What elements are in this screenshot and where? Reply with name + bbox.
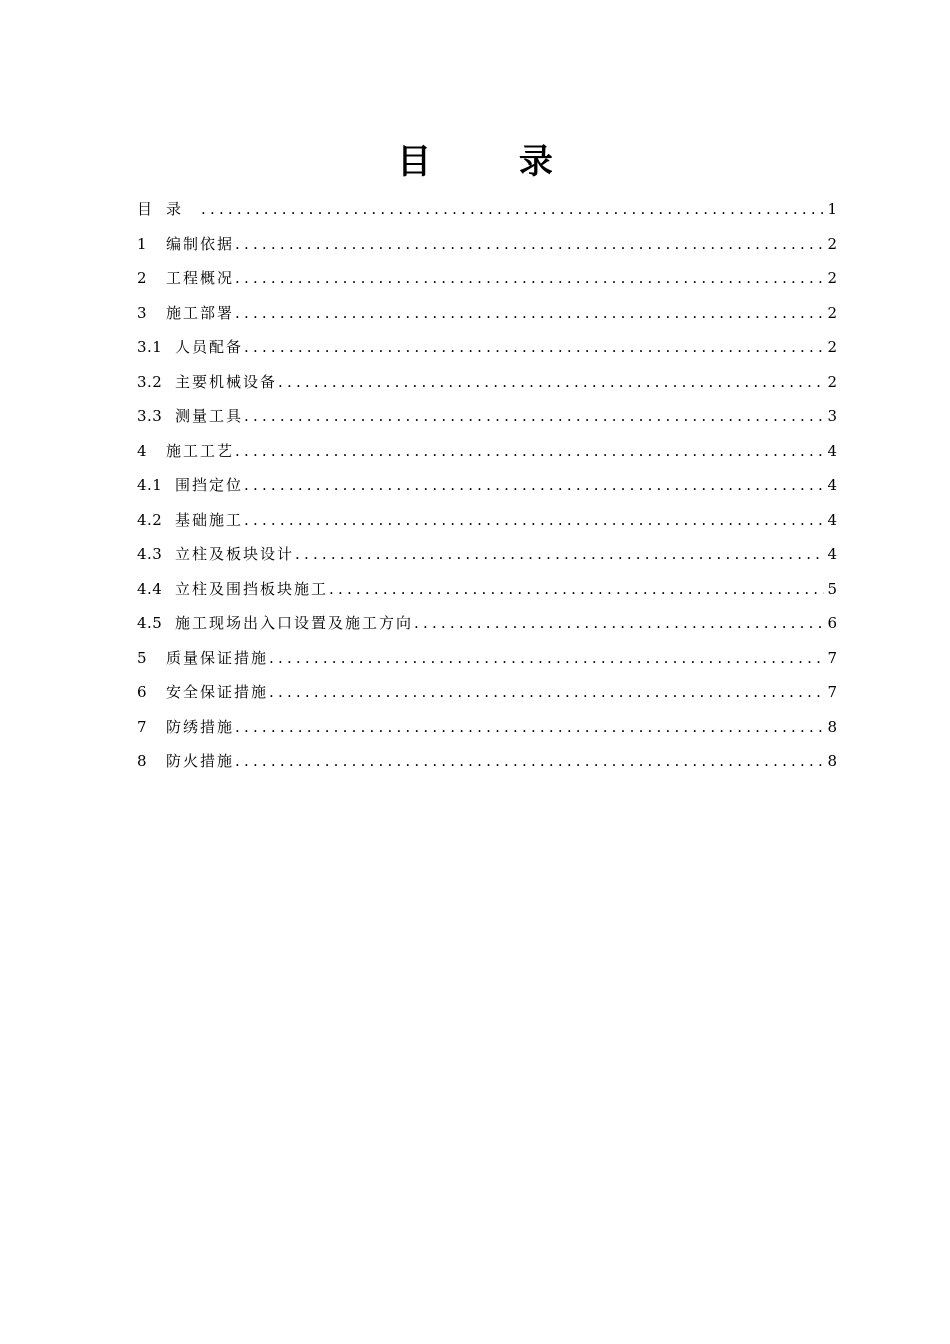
toc-entry-number: 6 xyxy=(137,683,148,701)
toc-entry-page-number: 3 xyxy=(827,407,837,425)
toc-entry-number: 4.3 xyxy=(137,545,163,563)
toc-entry[interactable] xyxy=(137,710,837,745)
dot-leader xyxy=(295,537,824,572)
table-of-contents xyxy=(137,192,837,779)
toc-entry[interactable] xyxy=(137,261,837,296)
dot-leader xyxy=(244,399,824,434)
toc-entry-page-number: 4 xyxy=(827,441,837,460)
toc-entry-label: 围挡定位 xyxy=(175,476,244,494)
toc-entry-label: 施工工艺 xyxy=(166,441,235,460)
toc-entry-page-number: 4 xyxy=(827,510,837,529)
toc-entry-page-number: 1 xyxy=(827,200,837,218)
toc-entry[interactable] xyxy=(137,468,837,503)
dot-leader xyxy=(235,744,824,779)
toc-entry-page-number: 7 xyxy=(827,683,837,701)
dot-leader xyxy=(329,572,824,607)
toc-entry-page-number: 2 xyxy=(827,269,837,287)
toc-entry-label: 录 xyxy=(166,200,201,218)
toc-entry[interactable] xyxy=(137,365,837,400)
page-title: 目 录 xyxy=(397,142,591,182)
dot-leader xyxy=(278,365,824,400)
toc-entry-number: 4.2 xyxy=(137,510,163,529)
dot-leader xyxy=(235,710,824,745)
toc-entry-label: 防绣措施 xyxy=(166,717,235,736)
toc-entry-label: 防火措施 xyxy=(166,752,235,770)
toc-entry-number: 7 xyxy=(137,717,148,736)
toc-entry-label: 立柱及板块设计 xyxy=(175,545,295,563)
dot-leader xyxy=(414,606,824,641)
dot-leader xyxy=(235,434,824,469)
toc-entry-label: 安全保证措施 xyxy=(166,683,269,701)
toc-entry[interactable] xyxy=(137,503,837,538)
toc-entry-number: 4.5 xyxy=(137,614,163,632)
toc-entry[interactable] xyxy=(137,296,837,331)
toc-entry-label: 基础施工 xyxy=(175,510,244,529)
toc-entry-label: 测量工具 xyxy=(175,407,244,425)
toc-entry-page-number: 4 xyxy=(827,545,837,563)
dot-leader xyxy=(244,330,824,365)
toc-entry-label: 人员配备 xyxy=(175,338,244,356)
dot-leader xyxy=(201,192,824,227)
dot-leader xyxy=(235,227,824,262)
toc-entry-page-number: 7 xyxy=(827,648,837,667)
toc-entry[interactable] xyxy=(137,330,837,365)
dot-leader xyxy=(244,468,824,503)
toc-entry-number: 4.1 xyxy=(137,476,163,494)
toc-entry-number: 3.2 xyxy=(137,372,163,391)
toc-entry-number: 3 xyxy=(137,303,148,322)
toc-entry[interactable] xyxy=(137,192,837,227)
toc-entry-page-number: 8 xyxy=(827,717,837,736)
dot-leader xyxy=(269,675,824,710)
toc-entry-label: 编制依据 xyxy=(166,234,235,253)
toc-entry-page-number: 8 xyxy=(827,752,837,770)
toc-entry-number: 5 xyxy=(137,648,148,667)
toc-entry[interactable] xyxy=(137,572,837,607)
toc-entry-number: 3.1 xyxy=(137,338,163,356)
toc-entry[interactable] xyxy=(137,227,837,262)
toc-entry-page-number: 2 xyxy=(827,372,837,391)
toc-entry[interactable] xyxy=(137,434,837,469)
toc-entry[interactable] xyxy=(137,641,837,676)
toc-entry-number: 3.3 xyxy=(137,407,163,425)
dot-leader xyxy=(269,641,824,676)
toc-entry-label: 施工部署 xyxy=(166,303,235,322)
dot-leader xyxy=(244,503,824,538)
dot-leader xyxy=(235,261,824,296)
toc-entry[interactable] xyxy=(137,537,837,572)
toc-entry[interactable] xyxy=(137,675,837,710)
toc-entry-number: 1 xyxy=(137,234,148,253)
toc-entry-page-number: 4 xyxy=(827,476,837,494)
toc-entry-label: 工程概况 xyxy=(166,269,235,287)
toc-entry[interactable] xyxy=(137,744,837,779)
toc-entry[interactable] xyxy=(137,606,837,641)
toc-entry-page-number: 2 xyxy=(827,234,837,253)
toc-entry-label: 质量保证措施 xyxy=(166,648,269,667)
toc-entry-page-number: 2 xyxy=(827,303,837,322)
toc-entry-label: 施工现场出入口设置及施工方向 xyxy=(175,614,414,632)
toc-entry-page-number: 2 xyxy=(827,338,837,356)
toc-entry-number: 4.4 xyxy=(137,579,163,598)
toc-entry-number: 8 xyxy=(137,752,148,770)
toc-entry[interactable] xyxy=(137,399,837,434)
toc-entry-label: 主要机械设备 xyxy=(175,372,278,391)
toc-entry-number: 目 xyxy=(137,200,153,218)
toc-entry-number: 4 xyxy=(137,441,148,460)
toc-entry-page-number: 6 xyxy=(827,614,837,632)
dot-leader xyxy=(235,296,824,331)
toc-entry-number: 2 xyxy=(137,269,148,287)
toc-entry-label: 立柱及围挡板块施工 xyxy=(175,579,329,598)
toc-entry-page-number: 5 xyxy=(827,579,837,598)
